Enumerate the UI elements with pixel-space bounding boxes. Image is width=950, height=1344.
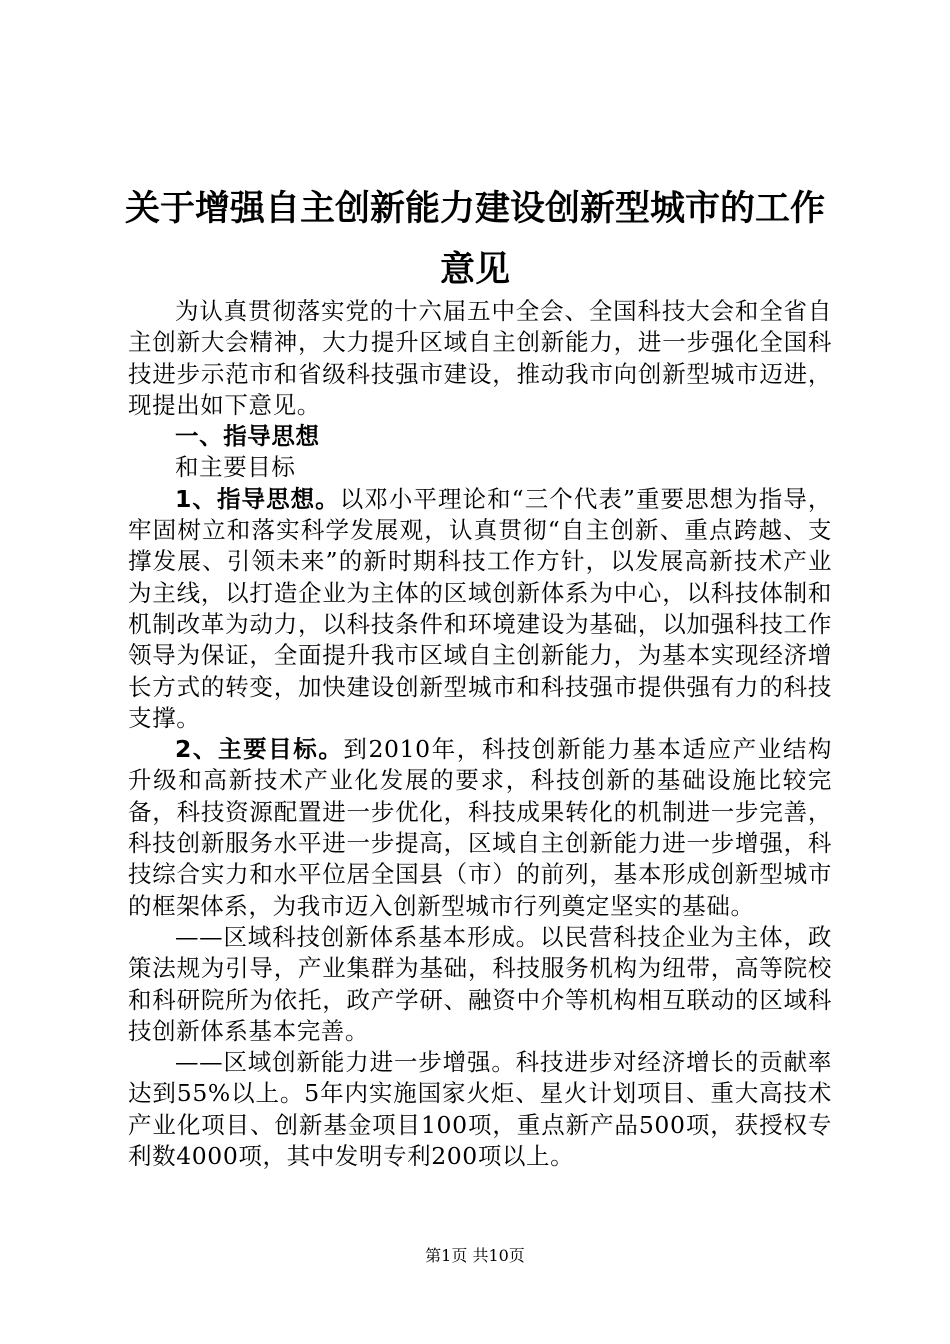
goal-1-paragraph: ——区域科技创新体系基本形成。以民营科技企业为主体，政策法规为引导，产业集群为基础，科技服务机构为纽带，高等院校和科研院所为依托，政产学研、融资中介等机构相互联动的区域科技创新体系基本完善。 bbox=[128, 922, 832, 1045]
page-footer: 第1页 共10页 bbox=[425, 1246, 525, 1265]
item-2-text: 到2010年，科技创新能力基本适应产业结构升级和高新技术产业化发展的要求，科技创新的基础设施比较完备，科技资源配置进一步优化，科技成果转化的机制进一步完善，科技创新服务水平进一步提高，区域自主创新能力进一步增强，科技综合实力和水平位居全国县（市）的前列，基本形成创新型城市的框架体系，为我市迈入创新型城市行列奠定坚实的基础。 bbox=[128, 735, 832, 920]
goal-2-paragraph: ——区域创新能力进一步增强。科技进步对经济增长的贡献率达到55%以上。5年内实施国家火炬、星火计划项目、重大高技术产业化项目、创新基金项目100项，重点新产品500项，获授权专利数4000项，其中发明专利200项以上。 bbox=[128, 1048, 832, 1171]
section-heading: 一、指导思想 bbox=[175, 422, 320, 451]
item-2-paragraph bbox=[128, 734, 832, 922]
item-2-label: 2、主要目标。 bbox=[175, 735, 344, 764]
document-body bbox=[128, 296, 832, 1172]
item-1-text: 以邓小平理论和“三个代表”重要思想为指导，牢固树立和落实科学发展观，认真贯彻“自主创新、重点跨越、支撑发展、引领未来”的新时期科技工作方针，以发展高新技术产业为主线，以打造企业为主体的区域创新体系为中心，以科技体制和机制改革为动力，以科技条件和环境建设为基础，以加强科技工作领导为保证，全面提升我市区域自主创新能力，为基本实现经济增长方式的转变，加快建设创新型城市和科技强市提供强有力的科技支撑。 bbox=[128, 484, 832, 732]
item-1-label: 1、指导思想。 bbox=[175, 484, 340, 513]
document-title-line-1: 关于增强自主创新能力建设创新型城市的工作 bbox=[124, 189, 825, 229]
section-subheading: 和主要目标 bbox=[175, 453, 296, 482]
intro-paragraph: 为认真贯彻落实党的十六届五中全会、全国科技大会和全省自主创新大会精神，大力提升区域自主创新能力，进一步强化全国科技进步示范市和省级科技强市建设，推动我市向创新型城市迈进，现提出如下意见。 bbox=[128, 297, 832, 419]
document-title-line-2: 意见 bbox=[439, 250, 510, 290]
item-1-paragraph bbox=[128, 484, 832, 734]
